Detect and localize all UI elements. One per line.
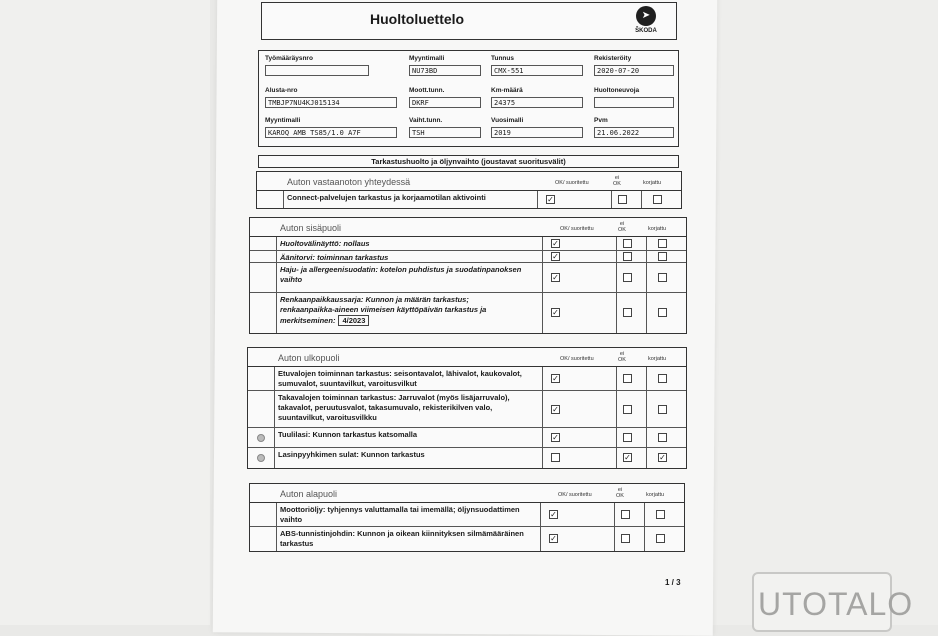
- column-divider: [542, 448, 543, 468]
- item-text-line: ABS-tunnistinjohdin: Kunnon ja oikean kiinnityksen silmämääräinen: [280, 529, 524, 538]
- checklist-section: [256, 171, 682, 209]
- row-left-divider: [276, 263, 277, 292]
- column-divider: [542, 263, 543, 292]
- column-divider: [611, 191, 612, 208]
- section-header: [250, 218, 686, 237]
- field-tyomaarays: Työmääräysnro: [265, 55, 369, 76]
- checklist-item-text: [287, 193, 486, 203]
- row-left-divider: [276, 237, 277, 250]
- brand-name: ŠKODA: [635, 28, 657, 34]
- page-number: 1 / 3: [665, 578, 681, 587]
- item-text-line: renkaanpaikka-aineen viimeisen käyttöpäivän tarkastus ja: [280, 305, 487, 314]
- inspection-section-title: Tarkastushuolto ja öljynvaihto (joustavat suoritusvälit): [258, 155, 679, 168]
- item-text-line: Huoltovälinäyttö: nollaus: [280, 239, 370, 248]
- brand-logo: [626, 6, 666, 34]
- ok-checkbox[interactable]: ✓: [552, 273, 559, 282]
- korjattu-checkbox[interactable]: [653, 195, 662, 204]
- column-ei-ok-line2: OK: [613, 181, 621, 187]
- ei-ok-checkbox[interactable]: [623, 405, 632, 414]
- column-divider: [616, 263, 617, 292]
- field-moott: Moott.tunn. DKRF: [409, 87, 481, 108]
- column-divider: [616, 251, 617, 262]
- column-divider: [646, 367, 647, 390]
- item-text-line: Lasinpyyhkimen sulat: Kunnon tarkastus: [278, 450, 425, 459]
- column-divider: [540, 527, 541, 551]
- column-ei-ok-line1: ei: [617, 487, 623, 493]
- column-korjattu-header: korjattu: [646, 492, 665, 498]
- column-divider: [616, 367, 617, 390]
- column-divider: [540, 503, 541, 526]
- column-divider: [616, 237, 617, 250]
- column-divider: [542, 293, 543, 333]
- checklist-row: [248, 428, 686, 448]
- column-ok-header: OK/ suoritettu: [560, 226, 594, 232]
- korjattu-checkbox[interactable]: [658, 433, 667, 442]
- ei-ok-checkbox[interactable]: [623, 308, 632, 317]
- checklist-section: [249, 217, 687, 334]
- checklist-row: [248, 367, 686, 391]
- bullet-icon: [257, 434, 265, 442]
- column-ok-header: OK/ suoritettu: [558, 492, 592, 498]
- section-header: [257, 172, 681, 191]
- column-divider: [646, 428, 647, 447]
- column-divider: [644, 503, 645, 526]
- checklist-row: [250, 237, 686, 251]
- item-text-line: Haju- ja allergeenisuodatin: kotelon puhdistus ja suodatinpanoksen: [280, 265, 522, 274]
- column-ei-ok-line2: OK: [618, 357, 626, 363]
- document-title: Huoltoluettelo: [370, 11, 465, 27]
- item-text-line: sumuvalot, suuntavilkut, varoitusvilkut: [278, 379, 417, 388]
- column-ei-ok-line1: ei: [614, 175, 620, 181]
- korjattu-checkbox[interactable]: [658, 273, 667, 282]
- vehicle-info-panel: [258, 50, 679, 147]
- korjattu-checkbox[interactable]: [656, 510, 665, 519]
- checklist-row: [250, 503, 684, 527]
- expiry-date-field: 4/2023: [338, 315, 369, 326]
- column-divider: [542, 367, 543, 390]
- column-divider: [646, 263, 647, 292]
- item-text-line: tarkastus: [280, 539, 314, 548]
- ei-ok-checkbox[interactable]: [623, 273, 632, 282]
- row-left-divider: [274, 367, 275, 390]
- column-ei-ok-line2: OK: [618, 227, 626, 233]
- row-left-divider: [276, 251, 277, 262]
- ei-ok-checkbox[interactable]: ✓: [624, 453, 631, 462]
- column-ei-ok-header: [618, 221, 626, 233]
- checklist-item-text: [278, 393, 510, 423]
- field-myyntimalli-code: Myyntimalli NU73BD: [409, 55, 481, 76]
- column-divider: [644, 527, 645, 551]
- field-km: Km-määrä 24375: [491, 87, 583, 108]
- column-ei-ok-line2: OK: [616, 493, 624, 499]
- korjattu-checkbox[interactable]: [658, 308, 667, 317]
- section-name: Auton sisäpuoli: [280, 223, 342, 233]
- ok-checkbox[interactable]: ✓: [552, 239, 559, 248]
- checklist-item-text: [278, 430, 417, 440]
- column-ok-header: OK/ suoritettu: [560, 356, 594, 362]
- item-text-line: takavalot, peruutusvalot, takasumuvalo, rekisterikilven valo,: [278, 403, 493, 412]
- checklist-row: [250, 293, 686, 333]
- field-huoltoneuvoja: Huoltoneuvoja: [594, 87, 674, 108]
- checklist-item-text: [280, 239, 370, 249]
- section-header: [248, 348, 686, 367]
- item-text-line: Moottoriöljy: tyhjennys valuttamalla tai imemällä; öljynsuodattimen: [280, 505, 520, 514]
- dealer-stamp: UTOTALO: [752, 572, 892, 632]
- ei-ok-checkbox[interactable]: [621, 510, 630, 519]
- column-divider: [542, 251, 543, 262]
- ok-checkbox[interactable]: ✓: [552, 308, 559, 317]
- item-text-line: merkitseminen: 4/2023: [280, 315, 486, 326]
- item-text-line: Tuulilasi: Kunnon tarkastus katsomalla: [278, 430, 418, 439]
- ok-checkbox[interactable]: ✓: [547, 194, 554, 204]
- item-text-line: vaihto: [280, 515, 303, 524]
- item-text-line: Etuvalojen toiminnan tarkastus: seisontavalot, lähivalot, kaukovalot,: [278, 369, 522, 378]
- skoda-arrow-logo-icon: ➤: [636, 6, 656, 26]
- checklist-item-text: [278, 369, 522, 389]
- checklist-item-text: [280, 253, 388, 263]
- checklist-item-text: [280, 295, 486, 326]
- ok-checkbox[interactable]: [551, 453, 560, 462]
- column-divider: [646, 448, 647, 468]
- field-alusta: Alusta-nro TMBJP7NU4KJ015134: [265, 87, 397, 108]
- item-text-line: Connect-palvelujen tarkastus ja korjaamotilan aktivointi: [287, 193, 486, 202]
- ok-checkbox[interactable]: ✓: [552, 252, 559, 261]
- ei-ok-checkbox[interactable]: [623, 252, 632, 261]
- checklist-section: [247, 347, 687, 469]
- korjattu-checkbox[interactable]: [658, 239, 667, 248]
- ei-ok-checkbox[interactable]: [621, 534, 630, 543]
- row-left-divider: [276, 503, 277, 526]
- column-korjattu-header: korjattu: [648, 226, 667, 232]
- item-text-line: Äänitorvi: toiminnan tarkastus: [280, 253, 389, 262]
- korjattu-checkbox[interactable]: [656, 534, 665, 543]
- row-left-divider: [276, 293, 277, 333]
- bullet-icon: [257, 454, 265, 462]
- korjattu-checkbox[interactable]: ✓: [659, 453, 666, 462]
- column-korjattu-header: korjattu: [643, 180, 662, 186]
- background-left: [0, 0, 210, 625]
- column-divider: [616, 391, 617, 427]
- column-ei-ok-header: [613, 175, 621, 187]
- item-text-line: vaihto: [280, 275, 303, 284]
- column-korjattu-header: korjattu: [648, 356, 667, 362]
- document-header: [261, 2, 677, 40]
- ok-checkbox[interactable]: ✓: [552, 404, 559, 414]
- korjattu-checkbox[interactable]: [658, 252, 667, 261]
- korjattu-checkbox[interactable]: [658, 405, 667, 414]
- section-header: [250, 484, 684, 503]
- row-left-divider: [283, 191, 284, 208]
- column-divider: [646, 237, 647, 250]
- checklist-row: [250, 251, 686, 263]
- ok-checkbox[interactable]: ✓: [550, 510, 557, 519]
- column-ei-ok-line1: ei: [619, 221, 625, 227]
- checklist-row: [250, 527, 684, 551]
- field-pvm: Pvm 21.06.2022: [594, 117, 674, 138]
- column-divider: [614, 527, 615, 551]
- ei-ok-checkbox[interactable]: [623, 433, 632, 442]
- column-divider: [542, 428, 543, 447]
- column-divider: [537, 191, 538, 208]
- column-divider: [646, 251, 647, 262]
- item-text-line: Renkaanpaikkaussarja: Kunnon ja määrän tarkastus;: [280, 295, 469, 304]
- column-divider: [616, 448, 617, 468]
- ei-ok-checkbox[interactable]: [618, 195, 627, 204]
- field-vaiht: Vaiht.tunn. TSH: [409, 117, 481, 138]
- section-name: Auton vastaanoton yhteydessä: [287, 177, 411, 187]
- column-ok-header: OK/ suoritettu: [555, 180, 589, 186]
- row-left-divider: [276, 527, 277, 551]
- column-divider: [542, 391, 543, 427]
- field-vuosimalli: Vuosimalli 2019: [491, 117, 583, 138]
- column-ei-ok-header: [616, 487, 624, 499]
- field-rekisteroity: Rekisteröity 2020-07-20: [594, 55, 674, 76]
- background-right: [698, 0, 938, 625]
- column-divider: [542, 237, 543, 250]
- column-divider: [616, 428, 617, 447]
- row-left-divider: [274, 448, 275, 468]
- ok-checkbox[interactable]: ✓: [552, 374, 559, 383]
- column-divider: [646, 293, 647, 333]
- column-divider: [616, 293, 617, 333]
- checklist-row: [257, 191, 681, 208]
- row-left-divider: [274, 428, 275, 447]
- checklist-item-text: [280, 505, 520, 525]
- ei-ok-checkbox[interactable]: [623, 374, 632, 383]
- section-name: Auton alapuoli: [280, 489, 338, 499]
- column-divider: [614, 503, 615, 526]
- ok-checkbox[interactable]: ✓: [550, 534, 557, 543]
- checklist-item-text: [280, 529, 524, 549]
- item-text-line: suuntavilkut, varoitusvilkku: [278, 413, 377, 422]
- item-text-line: Takavalojen toiminnan tarkastus: Jarruvalot (myös lisäjarruvalo),: [278, 393, 510, 402]
- field-myyntimalli: Myyntimalli KAROQ AMB TS85/1.0 A7F: [265, 117, 397, 138]
- checklist-item-text: [280, 265, 521, 285]
- checklist-row: [248, 391, 686, 428]
- checklist-row: [248, 448, 686, 468]
- checklist-section: [249, 483, 685, 552]
- row-left-divider: [274, 391, 275, 427]
- section-name: Auton ulkopuoli: [278, 353, 340, 363]
- korjattu-checkbox[interactable]: [658, 374, 667, 383]
- column-divider: [641, 191, 642, 208]
- column-ei-ok-header: [618, 351, 626, 363]
- field-tunnus: Tunnus CMX-551: [491, 55, 583, 76]
- ok-checkbox[interactable]: ✓: [552, 433, 559, 442]
- checklist-row: [250, 263, 686, 293]
- checklist-item-text: [278, 450, 425, 460]
- ei-ok-checkbox[interactable]: [623, 239, 632, 248]
- column-ei-ok-line1: ei: [619, 351, 625, 357]
- column-divider: [646, 391, 647, 427]
